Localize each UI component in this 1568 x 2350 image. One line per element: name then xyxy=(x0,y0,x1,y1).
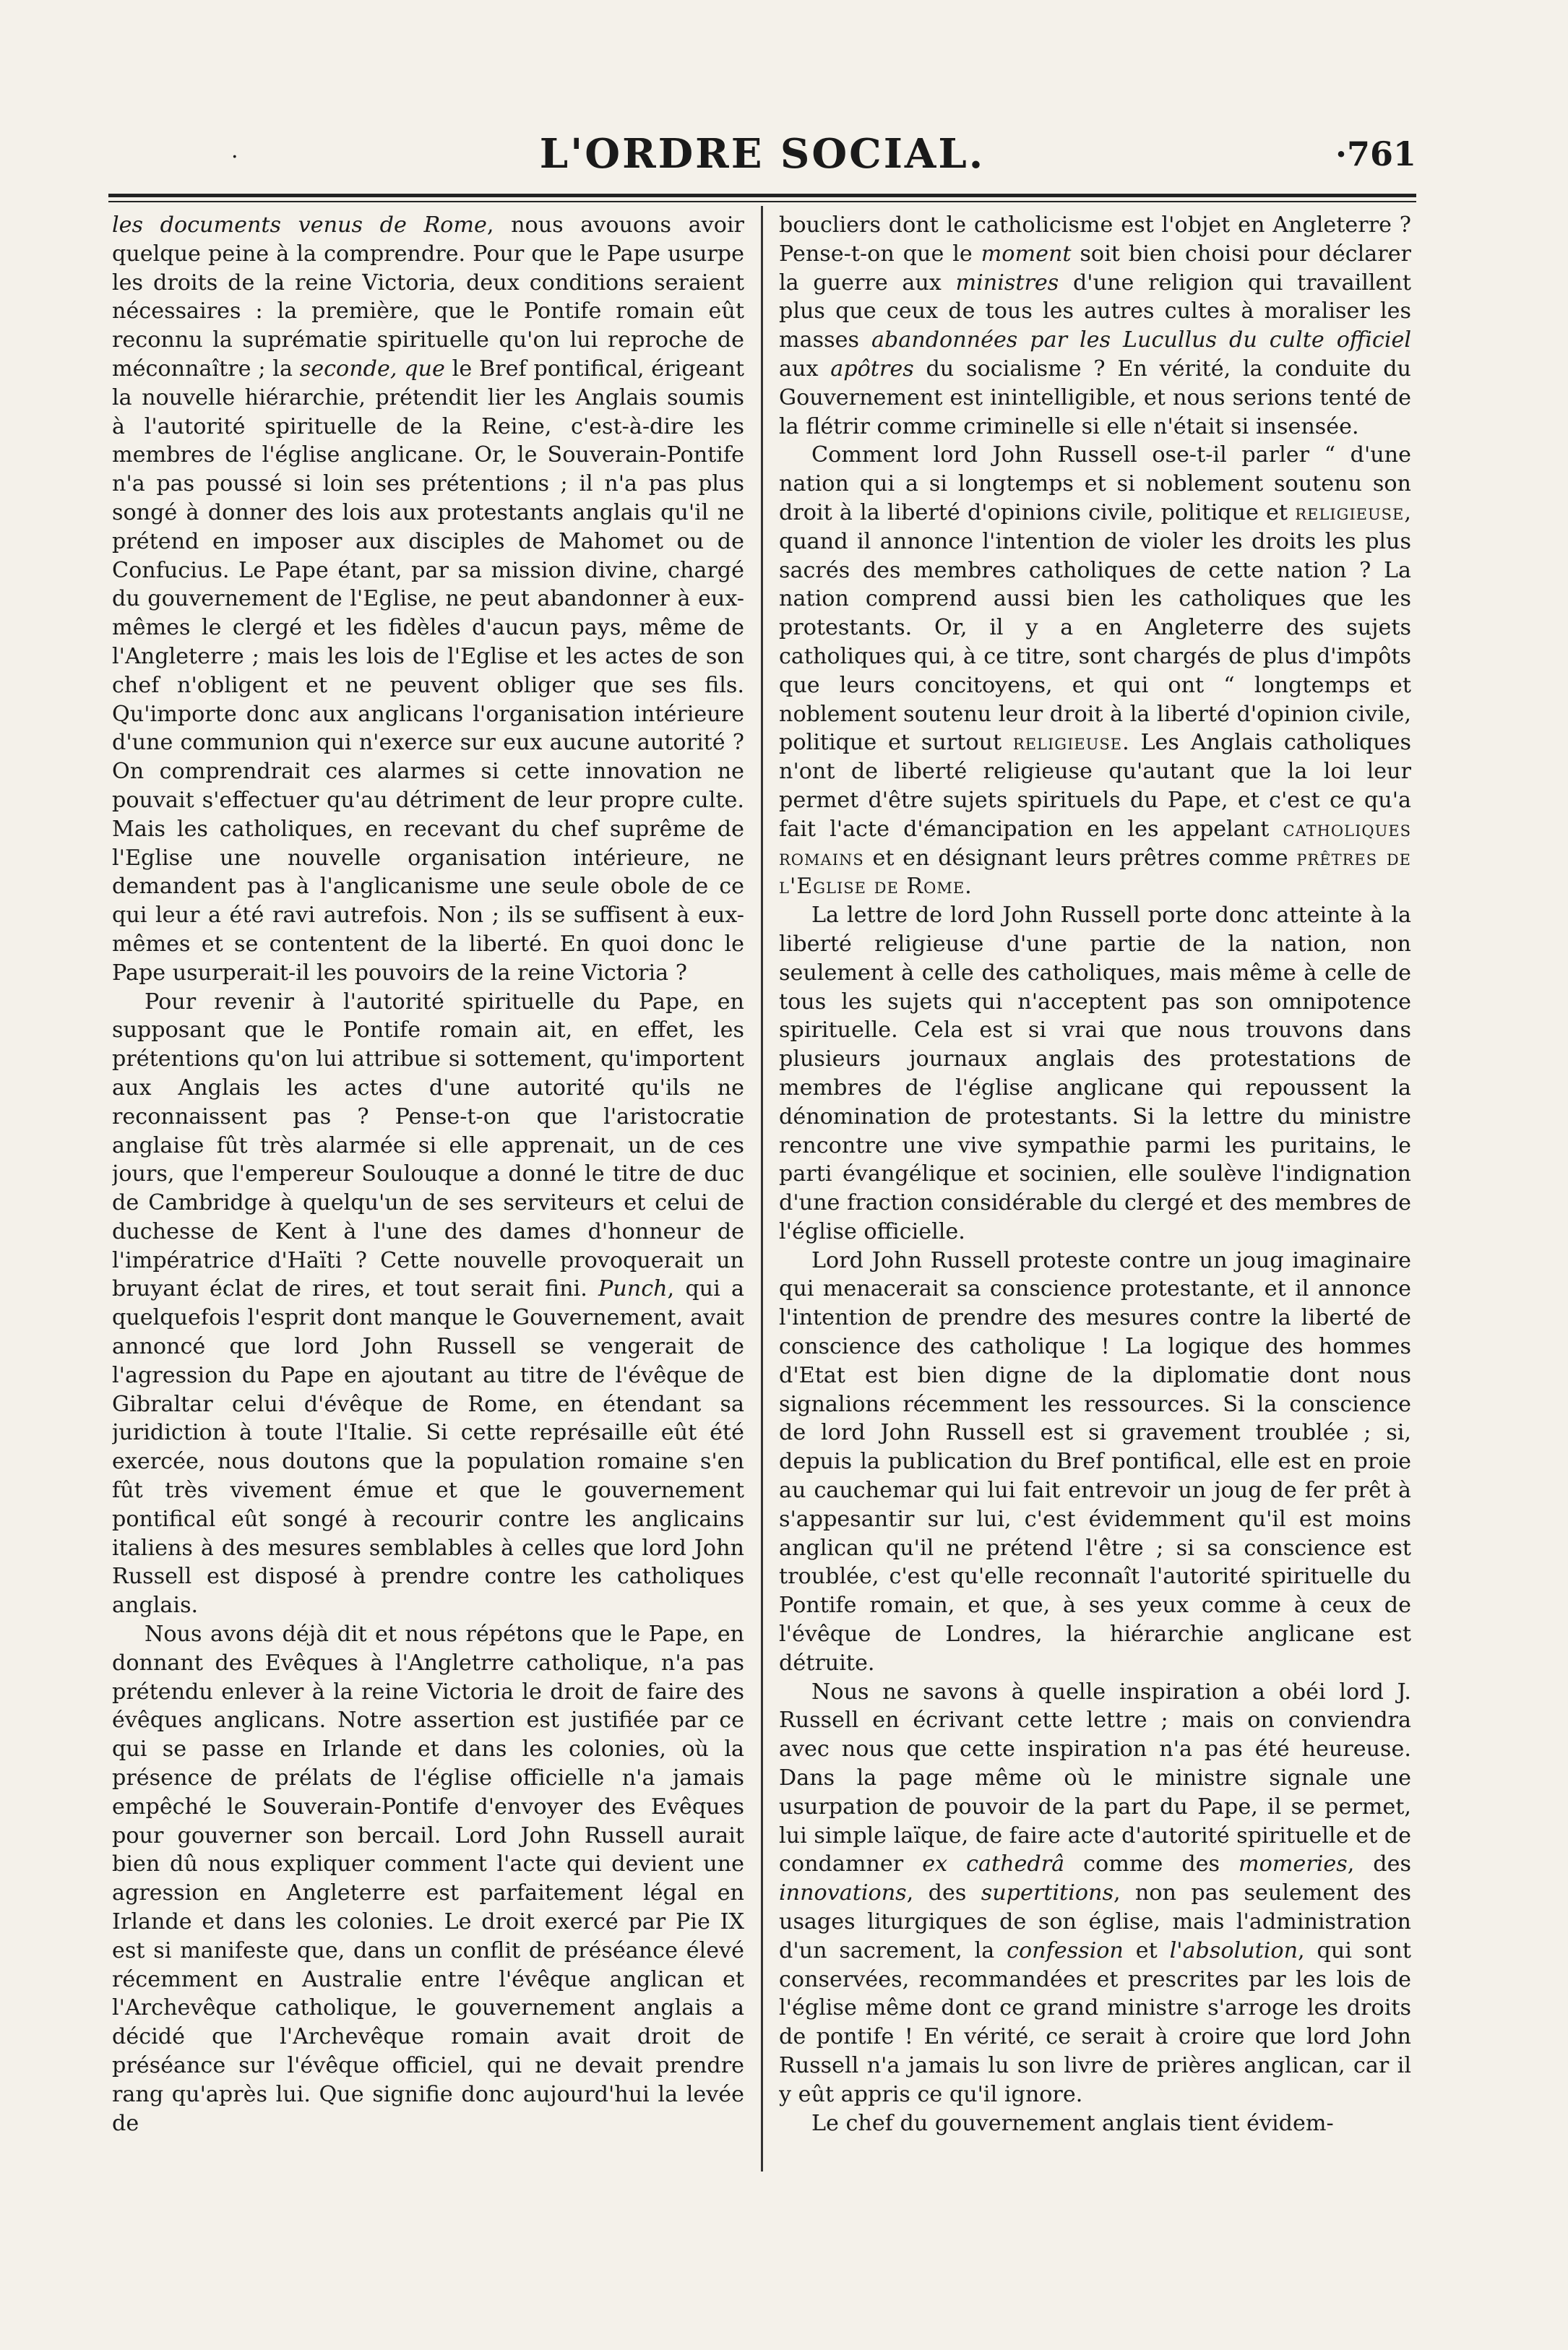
italic-text: supertitions xyxy=(981,1880,1113,1906)
page-number: ·761 xyxy=(1335,134,1416,173)
page-header xyxy=(108,130,1416,188)
text-run: , non pas seulement des usages liturgiques de son église, mais l'administration d'un sacrement, la xyxy=(779,1880,1411,1963)
page-title: L'ORDRE SOCIAL. xyxy=(539,130,986,178)
italic-text: l'absolution xyxy=(1169,1937,1298,1963)
left-paragraph-3 xyxy=(112,1620,744,2138)
italic-text: innovations xyxy=(779,1880,907,1906)
italic-text: apôtres xyxy=(830,356,914,382)
italic-text: moment xyxy=(981,241,1072,267)
right-paragraph-3 xyxy=(779,901,1411,1247)
italic-text: ministres xyxy=(955,270,1059,296)
text-run: . Les Anglais catholiques n'ont de liberté religieuse qu'autant que la loi leur permet d'être sujets spirituels du Pape, et c'est ce qu'a fait l'acte d'émancipation en les appelant xyxy=(779,730,1411,842)
left-paragraph-2 xyxy=(112,988,744,1621)
right-paragraph-4 xyxy=(779,1247,1411,1678)
text-run: , qui sont conservées, recommandées et prescrites par les lois de l'église même dont ce grand ministre s'arroge les droits de pontife ! En vérité, ce serait à croire que lord John Russell n'a jamais lu son livre de prières anglican, car il y eût appris ce qu'il ignore. xyxy=(779,1937,1411,2107)
header-dot: · xyxy=(231,145,238,170)
text-run: aux xyxy=(779,356,831,382)
italic-text: confession xyxy=(1007,1937,1124,1963)
text-run: Comment lord John Russell ose-t-il parler “ d'une nation qui a si longtemps et si noblement soutenu son droit à la liberté d'opinions civile, politique et xyxy=(779,442,1411,525)
right-paragraph-2 xyxy=(779,441,1411,901)
text-run: , des xyxy=(1347,1851,1411,1877)
text-run: Pour revenir à l'autorité spirituelle du Pape, en supposant que le Pontife romain ait, en effet, les prétentions qu'on lui attribue si sottement, qu'importent aux Anglais les actes d'une autorité qu'ils ne reconnaissent pas ? Pense-t-on que l'aristocratie anglaise fût très alarmée si elle apprenait, un de ces jours, que l'empereur Soulouque a donné le titre de duc de Cambridge à quelqu'un de ses serviteurs et celui de duchesse de Kent à l'une des dames d'honneur de l'impératrice d'Haïti ? Cette nouvelle provoquerait un bruyant éclat de rires, et tout serait fini. xyxy=(112,989,744,1302)
text-run: du socialisme ? En vérité, la conduite du Gouvernement est inintelligible, et nous serions tenté de la flétrir comme criminelle si elle n'était si insensée. xyxy=(779,356,1411,439)
text-run: boucliers dont le catholicisme est l'objet en Angleterre ? Pense-t-on que le xyxy=(779,212,1411,267)
italic-text: abandonnées par les Lucullus du culte officiel xyxy=(871,327,1411,353)
text-run: , qui a quelquefois l'esprit dont manque le Gouvernement, avait annoncé que lord John Russell se vengerait de l'agression du Pape en ajoutant au titre de l'évêque de Gibraltar celui d'évêque de Rome, en étendant sa juridiction à toute l'Italie. Si cette représaille eût été exercée, nous doutons que la population romaine s'en fût très vivement émue et que le gouvernement pontifical eût songé à recourir contre les anglicains italiens à des mesures semblables à celles que lord John Russell est disposé à prendre contre les catholiques anglais. xyxy=(112,1276,744,1619)
right-column xyxy=(779,211,1411,2191)
right-paragraph-1 xyxy=(779,211,1411,441)
small-caps-text: prêtres de l'Eglise de Rome xyxy=(779,845,1411,900)
left-column xyxy=(112,211,744,2191)
text-run: d'une religion qui travaillent plus que ceux de tous les autres cultes à moraliser les masses xyxy=(779,270,1411,353)
italic-text: seconde, que xyxy=(299,356,445,382)
text-run: La lettre de lord John Russell porte donc atteinte à la liberté religieuse d'une partie de la nation, non seulement à celle des catholiques, mais même à celle de tous les sujets qui n'acceptent pas son omnipotence spirituelle. Cela est si vrai que nous trouvons dans plusieurs journaux anglais des protestations de membres de l'église anglicane qui repoussent la dénomination de protestants. Si la lettre du ministre rencontre une vive sympathie parmi les puritains, le parti évangélique et socinien, elle soulève l'indignation d'une fraction considérable du clergé et des membres de l'église officielle. xyxy=(779,903,1411,1244)
text-run: et en désignant leurs prêtres comme xyxy=(863,845,1297,871)
small-caps-text: religieuse xyxy=(1012,730,1123,756)
text-run: Nous avons déjà dit et nous répétons que le Pape, en donnant des Evêques à l'Angletrre catholique, n'a pas prétendu enlever à la reine Victoria le droit de faire des évêques anglicans. Notre assertion est justifiée par ce qui se passe en Irlande et dans les colonies, où la présence de prélats de l'église officielle n'a jamais empêché le Souverain-Pontife d'envoyer des Evêques pour gouverner son bercail. Lord John Russell aurait bien dû nous expliquer comment l'acte qui devient une agression en Angleterre est parfaitement légal en Irlande et dans les colonies. Le droit exercé par Pie IX est si manifeste que, dans un conflit de préséance élevé récemment en Australie entre l'évêque anglican et l'Archevêque catholique, le gouvernement anglais a décidé que l'Archevêque romain avait droit de préséance sur l'évêque officiel, qui ne devait prendre rang qu'après lui. Que signifie donc aujourd'hui la levée de xyxy=(112,1622,744,2136)
header-rule-thick xyxy=(108,194,1416,197)
left-paragraph-1 xyxy=(112,211,744,988)
italic-text: momeries xyxy=(1239,1851,1348,1877)
text-run: soit bien choisi pour déclarer la guerre aux xyxy=(779,241,1411,296)
text-run: . xyxy=(965,874,972,900)
italic-text: les documents venus de Rome xyxy=(112,212,487,238)
text-run: , des xyxy=(906,1880,981,1906)
column-divider xyxy=(761,206,763,2172)
right-paragraph-6 xyxy=(779,2109,1411,2138)
text-run: Lord John Russell proteste contre un joug imaginaire qui menacerait sa conscience protestante, et il annonce l'intention de prendre des mesures contre la liberté de conscience des catholique ! La logique des hommes d'Etat est bien digne de la diplomatie dont nous signalions récemment les ressources. Si la conscience de lord John Russell est si gravement troublée ; si, depuis la publication du Bref pontifical, elle est en proie au cauchemar qui lui fait entrevoir un joug de fer prêt à s'appesantir sur lui, c'est évidemment qu'il est moins anglican qu'il ne prétend l'être ; si sa conscience est troublée, c'est qu'elle reconnaît l'autorité spirituelle du Pontife romain, et que, à ses yeux comme à ceux de l'évêque de Londres, la hiérarchie anglicane est détruite. xyxy=(779,1247,1411,1676)
text-run: comme des xyxy=(1064,1851,1239,1877)
text-run: Nous ne savons à quelle inspiration a obéi lord J. Russell en écrivant cette lettre ; mais on conviendra avec nous que cette inspiration n'a pas été heureuse. Dans la page même où le ministre signale une usurpation de pouvoir de la part du Pape, il se permet, lui simple laïque, de faire acte d'autorité spirituelle et de condamner xyxy=(779,1679,1411,1877)
right-paragraph-5 xyxy=(779,1678,1411,2109)
text-run: Le chef du gouvernement anglais tient évidem- xyxy=(811,2110,1334,2136)
header-rule-thin xyxy=(108,201,1416,202)
small-caps-text: catholiques romains xyxy=(779,816,1411,871)
italic-text: ex cathedrâ xyxy=(922,1851,1065,1877)
text-run: , nous avouons avoir quelque peine à la comprendre. Pour que le Pape usurpe les droits de la reine Victoria, deux conditions seraient nécessaires : la première, que le Pontife romain eût reconnu la suprématie spirituelle qu'on lui reproche de méconnaître ; la xyxy=(112,212,744,382)
small-caps-text: religieuse xyxy=(1295,499,1405,525)
text-run: , quand il annonce l'intention de violer les droits les plus sacrés des membres catholiques de cette nation ? La nation comprend aussi bien les catholiques que les protestants. Or, il y a en Angleterre des sujets catholiques qui, à ce titre, sont chargés de plus d'impôts que leurs concitoyens, et qui ont “ longtemps et noblement soutenu leur droit à la liberté d'opinion civile, politique et surtout xyxy=(779,499,1411,756)
text-run: et xyxy=(1123,1937,1170,1963)
italic-text: Punch xyxy=(598,1276,668,1302)
text-run: le Bref pontifical, érigeant la nouvelle hiérarchie, prétendit lier les Anglais soumis à l'autorité spirituelle de la Reine, c'est-à-dire les membres de l'église anglicane. Or, le Souverain-Pontife n'a pas poussé si loin ses prétentions ; il n'a pas plus songé à donner des lois aux protestants anglais qu'il ne prétend en imposer aux disciples de Mahomet ou de Confucius. Le Pape étant, par sa mission divine, chargé du gouvernement de l'Eglise, ne peut abandonner à eux-mêmes le clergé et les fidèles d'aucun pays, même de l'Angleterre ; mais les lois de l'Eglise et les actes de son chef n'obligent et ne peuvent obliger que ses fils. Qu'importe donc aux anglicans l'organisation intérieure d'une communion qui n'exerce sur eux aucune autorité ? On comprendrait ces alarmes si cette innovation ne pouvait s'effectuer qu'au détriment de leur propre culte. Mais les catholiques, en recevant du chef suprême de l'Eglise une nouvelle organisation intérieure, ne demandent pas à l'anglicanisme une seule obole de ce qui leur a été ravi autrefois. Non ; ils se suffisent à eux-mêmes et se contentent de la liberté. En quoi donc le Pape usurperait-il les pouvoirs de la reine Victoria ? xyxy=(112,356,744,986)
